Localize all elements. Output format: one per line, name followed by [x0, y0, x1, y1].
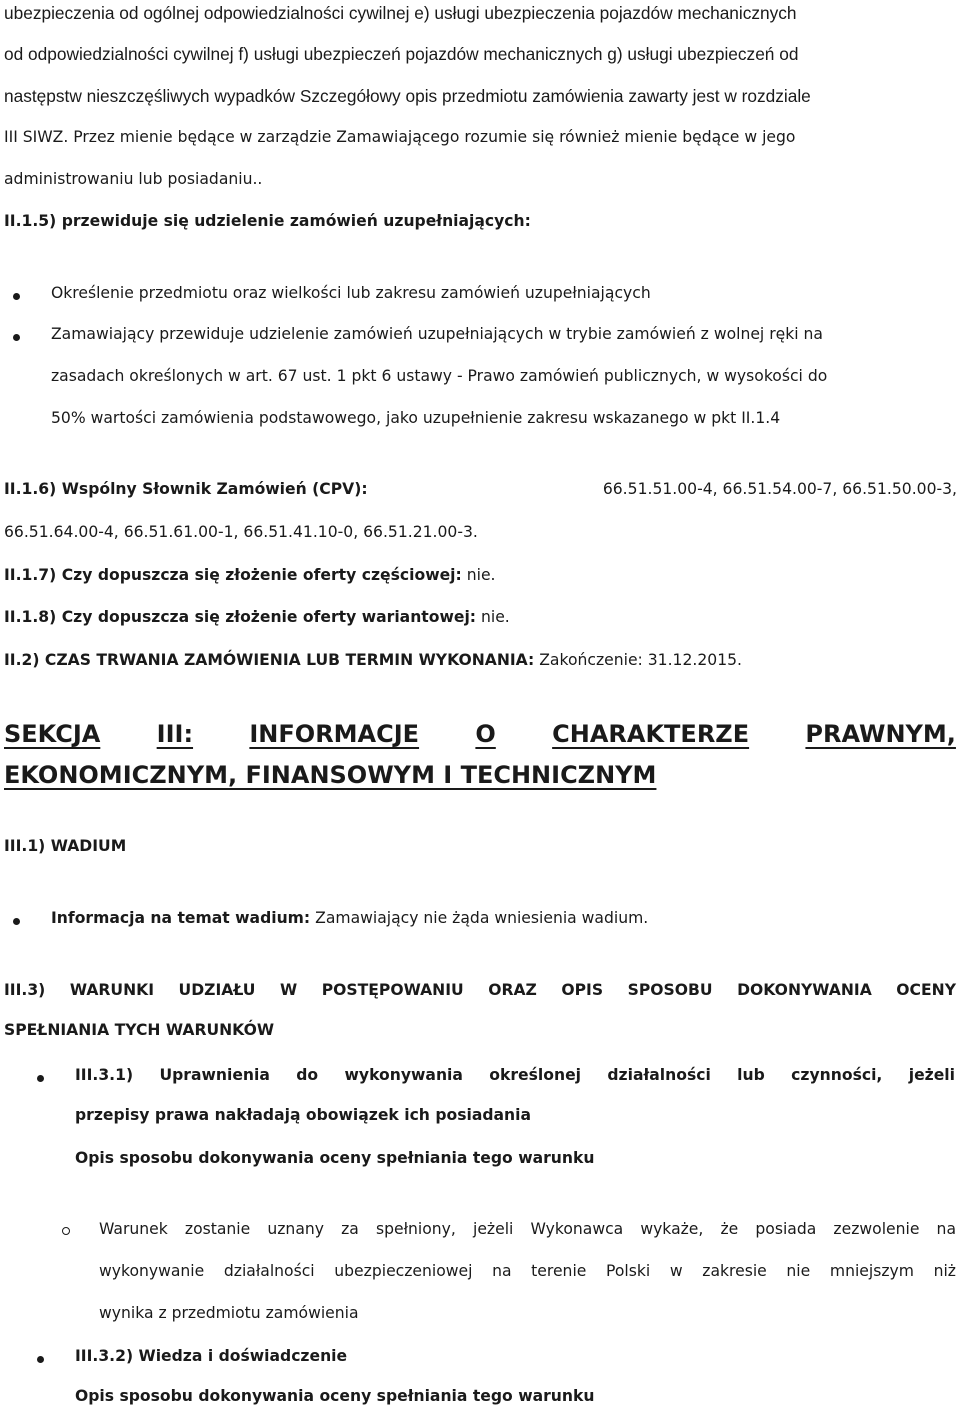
- paragraph-line-text: III SIWZ. Przez mienie będące w zarządzie Zamawiającego rozumie się również mienie będące w jego: [4, 128, 796, 146]
- conditions-heading-line2-text: SPEŁNIANIA TYCH WARUNKÓW: [4, 1021, 275, 1039]
- duration-line: [4, 651, 742, 669]
- section-title-word: O: [475, 720, 496, 748]
- partial-offer-label: II.1.7) Czy dopuszcza się złożenie oferty częściowej:: [4, 566, 462, 584]
- cpv-label: II.1.6) Wspólny Słownik Zamówień (CPV):: [4, 480, 368, 498]
- condition-item-line: [75, 1066, 955, 1084]
- section-title: [4, 720, 956, 748]
- section-title-word: INFORMACJE: [249, 720, 420, 748]
- section-title-word: SEKCJA: [4, 720, 101, 748]
- condition-desc-text: Opis sposobu dokonywania oceny spełniania tego warunku: [75, 1149, 595, 1167]
- list-item-line: 50% wartości zamówienia podstawowego, jako uzupełnienie zakresu wskazanego w pkt II.1.4: [51, 409, 781, 427]
- condition-item2-desc-text: Opis sposobu dokonywania oceny spełniania tego warunku: [75, 1387, 595, 1405]
- list-item-line: zasadach określonych w art. 67 ust. 1 pkt 6 ustawy - Prawo zamówień publicznych, w wysokości do: [51, 367, 828, 385]
- heading-text: II.1.5) przewiduje się udzielenie zamówień uzupełniających:: [4, 212, 531, 230]
- partial-offer-value: nie.: [466, 566, 496, 584]
- list-item: Określenie przedmiotu oraz wielkości lub zakresu zamówień uzupełniających: [51, 284, 651, 302]
- variant-offer-label: II.1.8) Czy dopuszcza się złożenie oferty wariantowej:: [4, 608, 477, 626]
- paragraph-line: następstw nieszczęśliwych wypadków Szczegółowy opis przedmiotu zamówienia zawarty jest w rozdziale: [4, 86, 811, 106]
- duration-value: Zakończenie: 31.12.2015.: [539, 651, 742, 669]
- partial-offer-line: [4, 566, 496, 584]
- sub-item-line: [99, 1220, 956, 1238]
- condition-desc: [75, 1149, 594, 1167]
- bullet-icon: [13, 293, 20, 300]
- wadium-info-label: Informacja na temat wadium:: [51, 909, 311, 927]
- cpv-codes: 66.51.51.00-4, 66.51.54.00-7, 66.51.50.00-3,: [602, 480, 957, 498]
- bullet-icon: [37, 1075, 44, 1082]
- bullet-icon: [13, 918, 20, 925]
- wadium-info-value: Zamawiający nie żąda wniesienia wadium.: [315, 909, 649, 927]
- wadium-info: [51, 909, 648, 927]
- cpv-line: [4, 480, 957, 498]
- condition-item-line2-text: przepisy prawa nakładają obowiązek ich posiadania: [75, 1106, 532, 1124]
- cpv-codes-line2: 66.51.64.00-4, 66.51.61.00-1, 66.51.41.10-0, 66.51.21.00-3.: [4, 523, 478, 541]
- sub-item-line: wynika z przedmiotu zamówienia: [99, 1304, 359, 1322]
- section-title-word: PRAWNYM,: [805, 720, 956, 748]
- condition-item2-text: III.3.2) Wiedza i doświadczenie: [75, 1347, 348, 1365]
- paragraph-line: ubezpieczenia od ogólnej odpowiedzialności cywilnej e) usługi ubezpieczenia pojazdów mechanicznych: [4, 3, 797, 23]
- circle-bullet-icon: [62, 1227, 70, 1235]
- wadium-heading: [4, 837, 126, 855]
- condition-item2: [75, 1347, 347, 1365]
- paragraph-line: od odpowiedzialności cywilnej f) usługi ubezpieczeń pojazdów mechanicznych g) usługi ubezpieczeń od: [4, 44, 799, 64]
- sub-item-line: [99, 1262, 956, 1280]
- sub-item-text: Warunek zostanie uznany za spełniony, jeżeli Wykonawca wykaże, że posiada zezwolenie na: [99, 1220, 956, 1238]
- bullet-icon: [37, 1356, 44, 1363]
- paragraph-line: [4, 128, 795, 146]
- condition-item-text: III.3.1) Uprawnienia do wykonywania określonej działalności lub czynności, jeżeli: [75, 1066, 955, 1084]
- variant-offer-value: nie.: [481, 608, 510, 626]
- list-item-line: Zamawiający przewiduje udzielenie zamówień uzupełniających w trybie zamówień z wolnej ręki na: [51, 325, 823, 343]
- conditions-heading-text: III.3) WARUNKI UDZIAŁU W POSTĘPOWANIU ORAZ OPIS SPOSOBU DOKONYWANIA OCENY: [4, 981, 956, 999]
- condition-item2-desc: [75, 1387, 594, 1405]
- sub-item-text: wykonywanie działalności ubezpieczeniowej na terenie Polski w zakresie nie mniejszym niż: [99, 1262, 956, 1280]
- section-title-word: III:: [156, 720, 194, 748]
- section-heading-ii15: [4, 212, 531, 230]
- paragraph-line: administrowaniu lub posiadaniu..: [4, 170, 263, 188]
- conditions-heading-line2: [4, 1021, 274, 1039]
- section-title-line2: EKONOMICZNYM, FINANSOWYM I TECHNICZNYM: [4, 761, 657, 789]
- section-title-word: CHARAKTERZE: [552, 720, 750, 748]
- wadium-heading-text: III.1) WADIUM: [4, 837, 127, 855]
- bullet-icon: [13, 334, 20, 341]
- conditions-heading: [4, 981, 956, 999]
- variant-offer-line: [4, 608, 510, 626]
- duration-label: II.2) CZAS TRWANIA ZAMÓWIENIA LUB TERMIN WYKONANIA:: [4, 651, 535, 669]
- condition-item-line2: [75, 1106, 531, 1124]
